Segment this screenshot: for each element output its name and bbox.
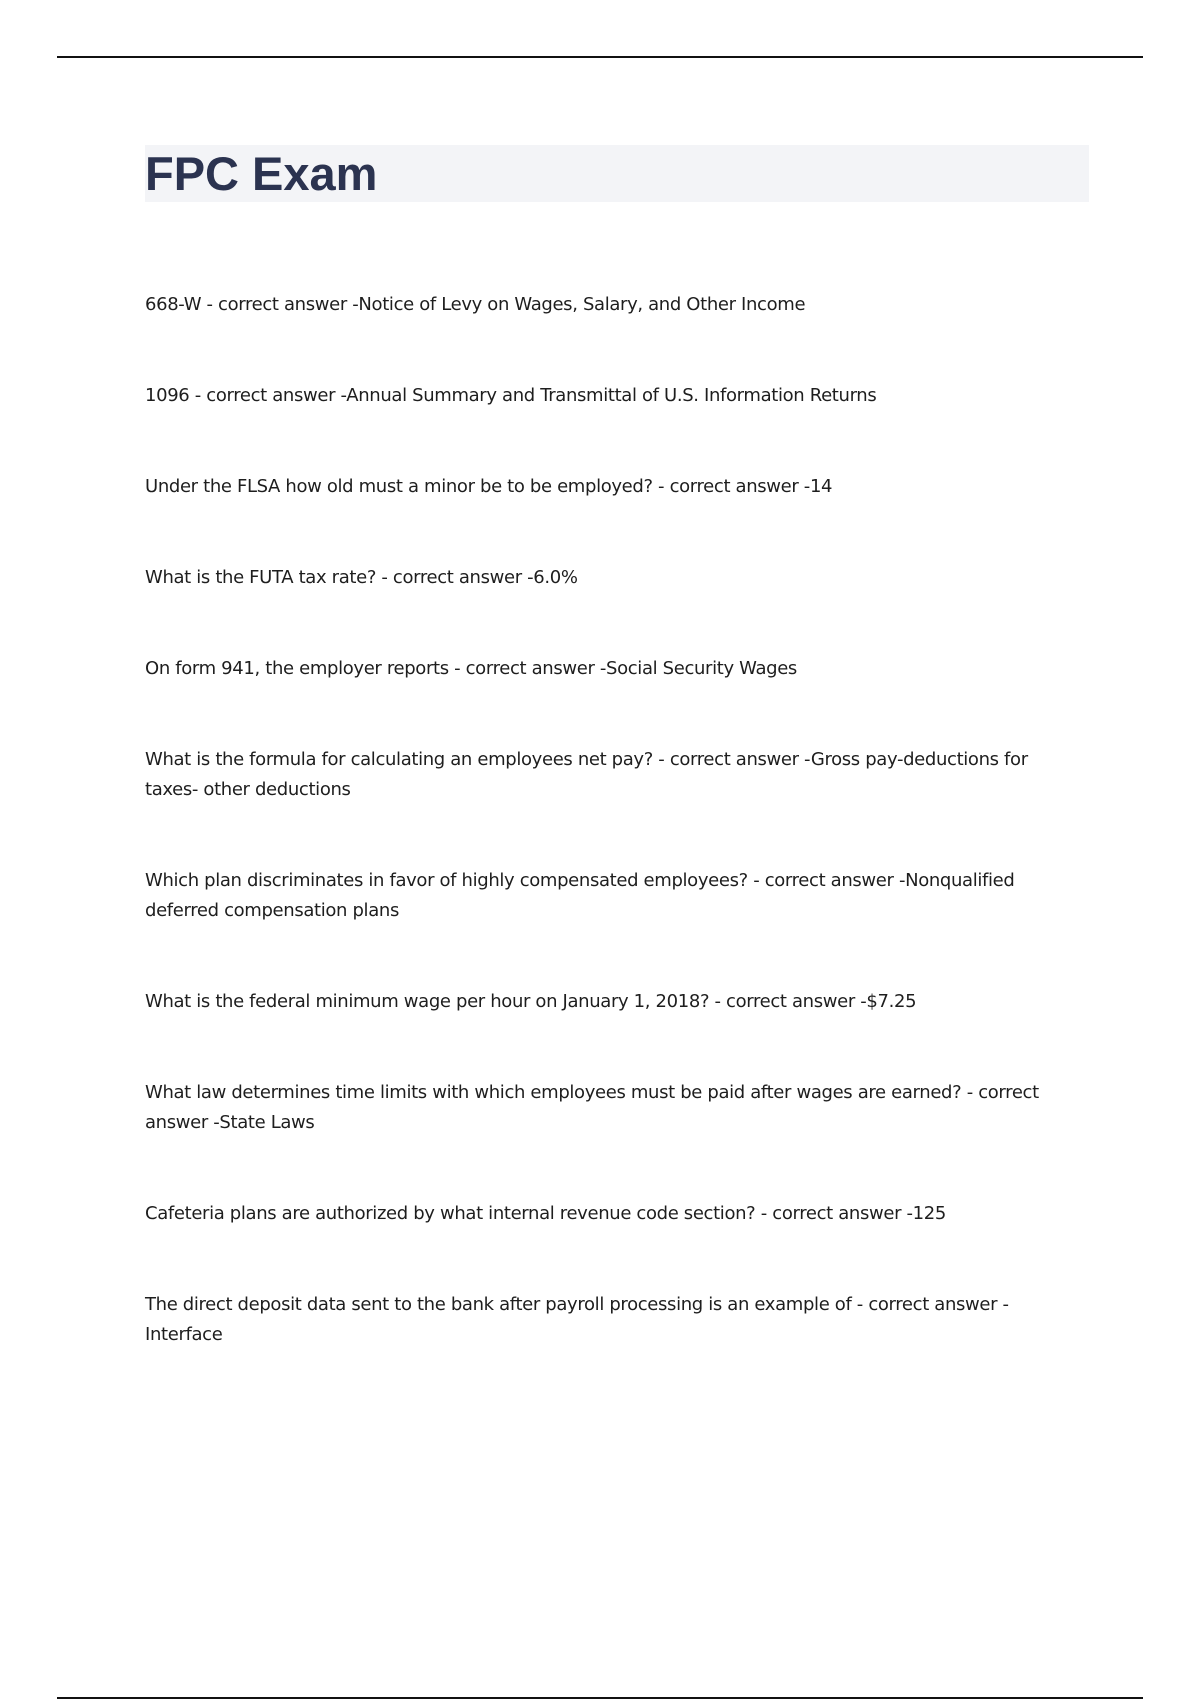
qa-item: Under the FLSA how old must a minor be to be employed? - correct answer -14 [145,476,833,497]
qa-item: On form 941, the employer reports - correct answer -Social Security Wages [145,658,797,679]
qa-item: What is the formula for calculating an employees net pay? - correct answer -Gross pay-deductions for taxes- other deductions [145,749,1028,800]
qa-item: Cafeteria plans are authorized by what internal revenue code section? - correct answer -125 [145,1203,946,1224]
qa-item: What is the FUTA tax rate? - correct answer -6.0% [145,567,578,588]
top-rule [57,56,1143,58]
qa-list [145,290,1085,1411]
qa-item: Which plan discriminates in favor of highly compensated employees? - correct answer -Nonqualified deferred compensation plans [145,870,1015,921]
qa-item: What is the federal minimum wage per hour on January 1, 2018? - correct answer -$7.25 [145,991,917,1012]
document-title: FPC Exam [145,147,378,200]
qa-item: 1096 - correct answer -Annual Summary and Transmittal of U.S. Information Returns [145,385,877,406]
qa-item: What law determines time limits with which employees must be paid after wages are earned? - correct answer -State Laws [145,1082,1039,1133]
bottom-rule [57,1697,1143,1699]
qa-item: The direct deposit data sent to the bank after payroll processing is an example of - correct answer -Interface [145,1294,1009,1345]
qa-item: 668-W - correct answer -Notice of Levy on Wages, Salary, and Other Income [145,294,806,315]
